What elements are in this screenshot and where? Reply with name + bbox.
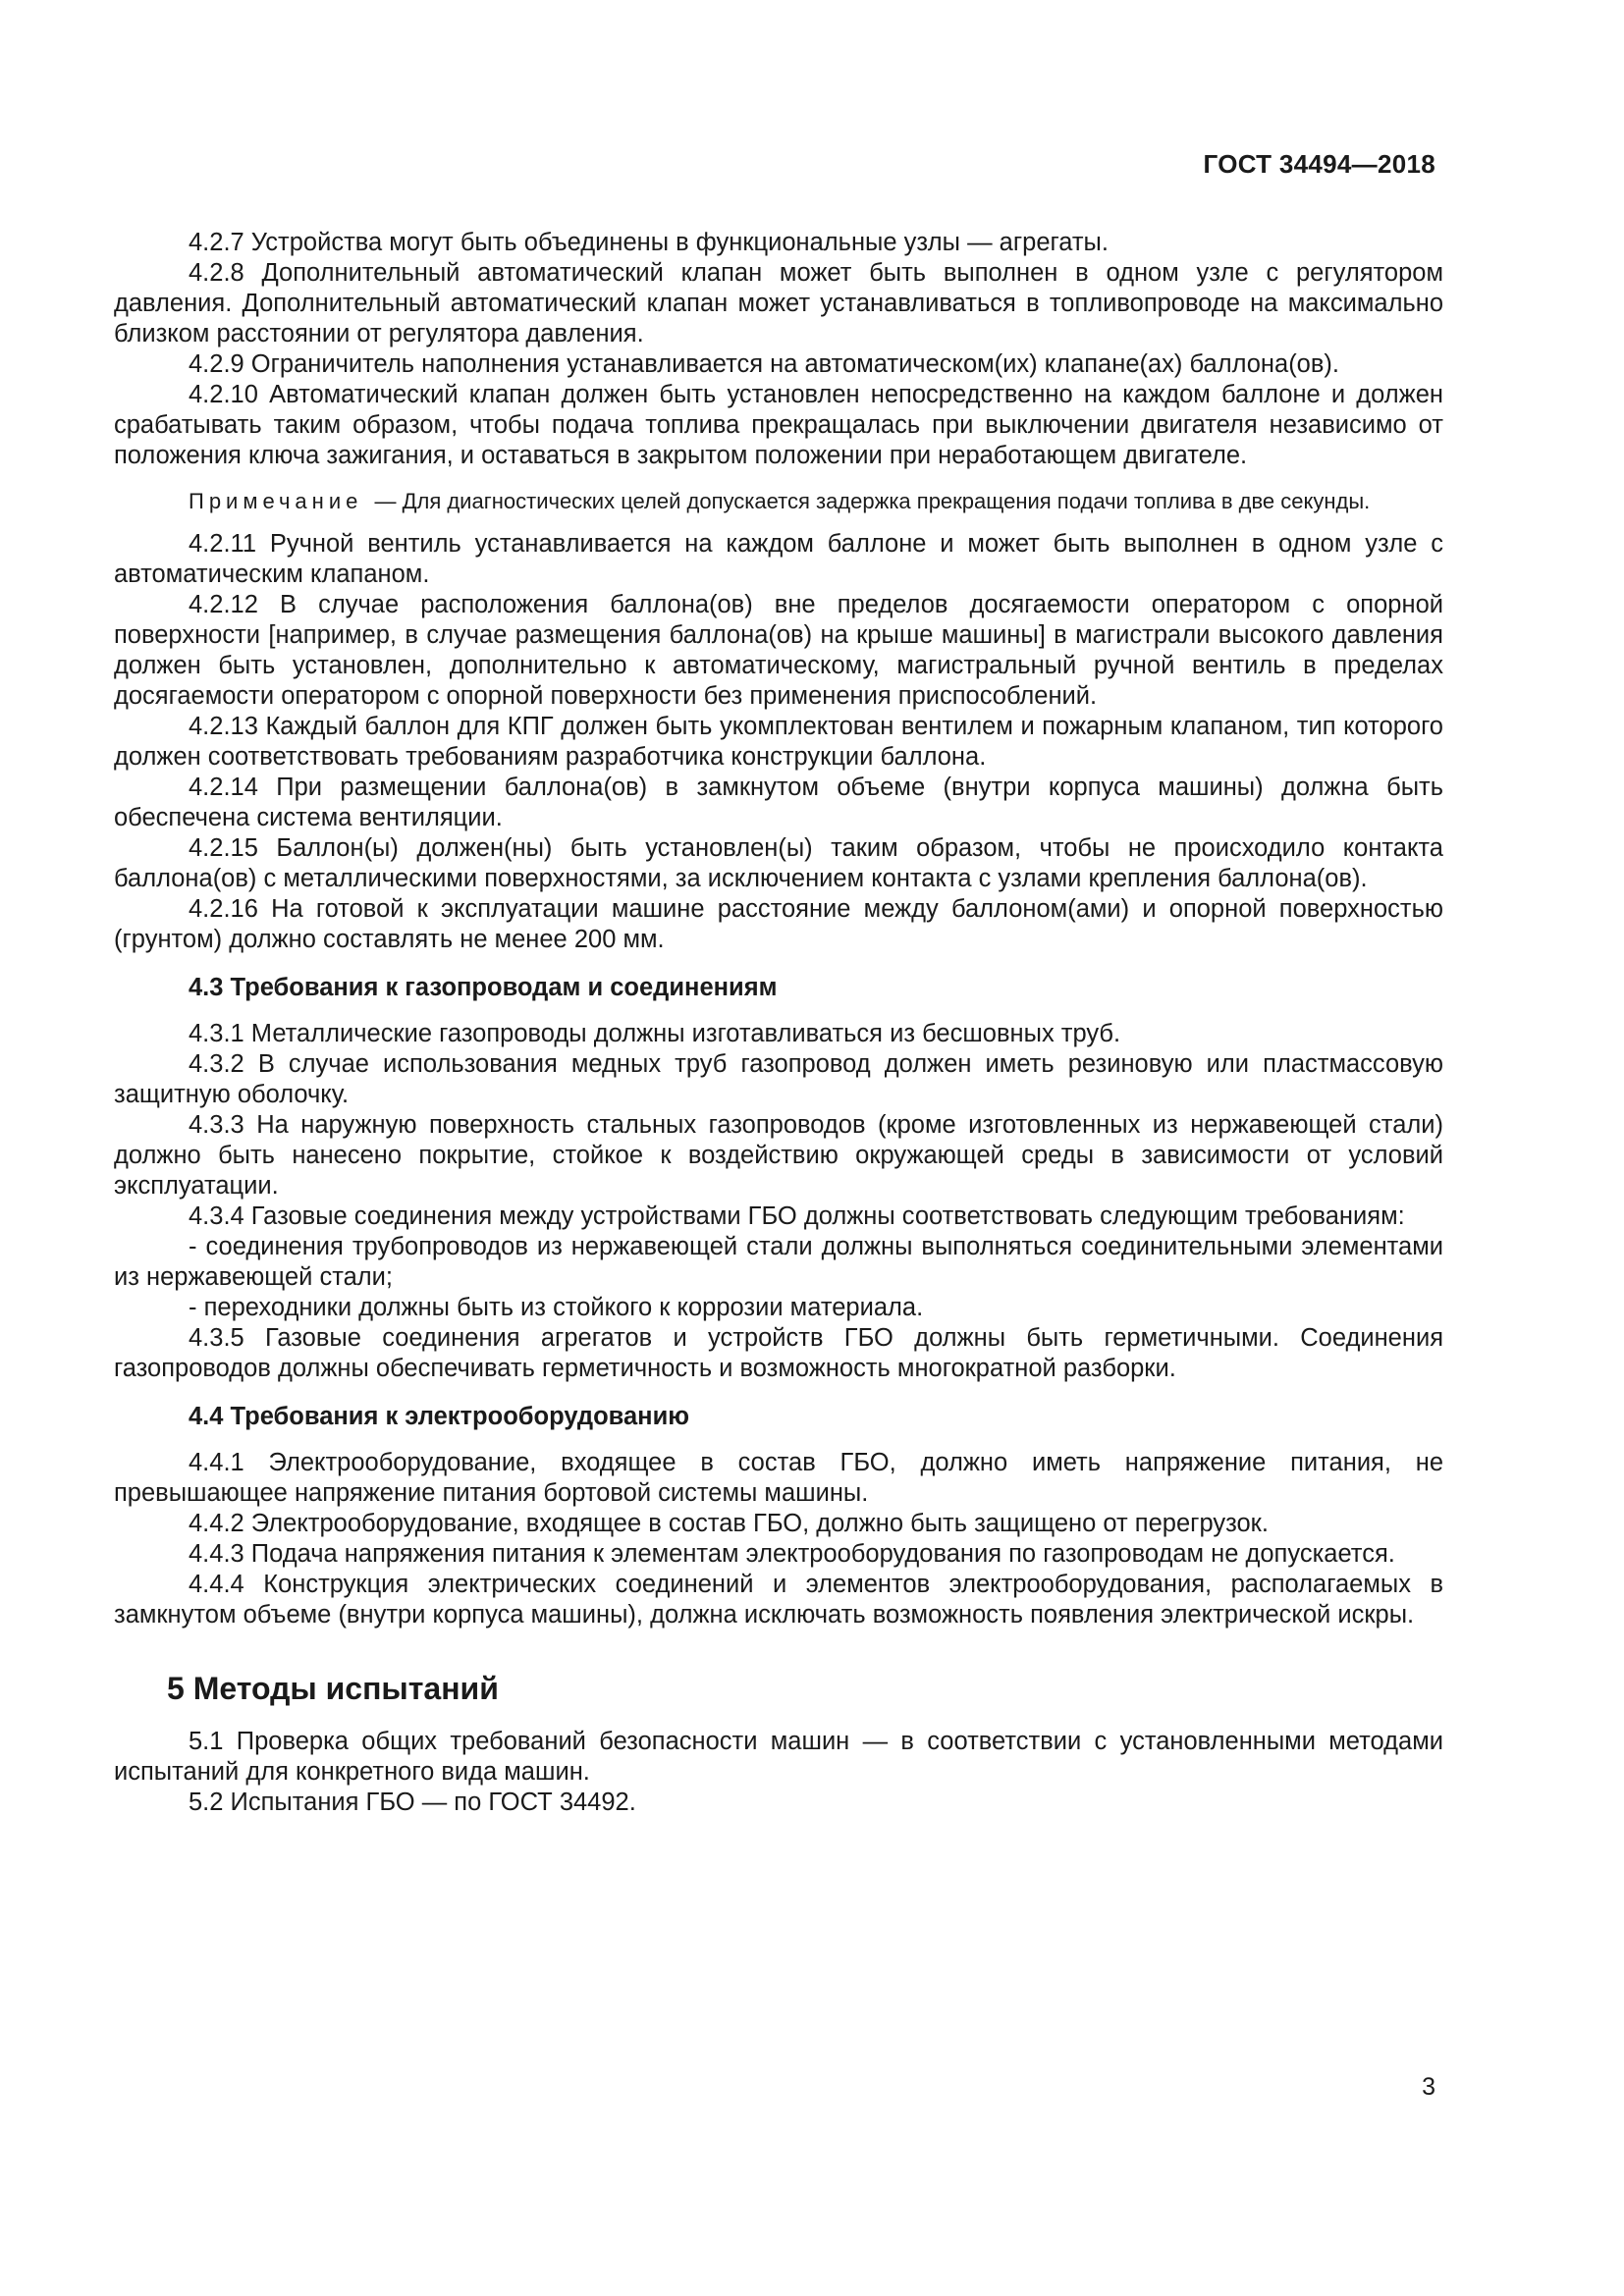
paragraph-5-1: 5.1 Проверка общих требований безопасности машин — в соответствии с установленными методами испытаний для конкретного вида машин. xyxy=(114,1728,1443,1786)
subsection-heading-4-4: 4.4 Требования к электрооборудованию xyxy=(189,1403,690,1430)
paragraph-4-2-8: 4.2.8 Дополнительный автоматический клапан может быть выполнен в одном узле с регулятором давления. Дополнительный автоматический клапан может устанавливаться в топливопроводе на максимально близком расстоянии от регулятора давления. xyxy=(114,259,1443,347)
note xyxy=(114,487,1443,515)
paragraph-4-2-10: 4.2.10 Автоматический клапан должен быть установлен непосредственно на каждом баллоне и должен срабатывать таким образом, чтобы подача топлива прекращалась при выключении двигателя независимо от положения ключа зажигания, и оставаться в закрытом положении при неработающем двигателе. xyxy=(114,381,1443,469)
paragraph-4-3-4: 4.3.4 Газовые соединения между устройствами ГБО должны соответствовать следующим требованиям: xyxy=(189,1202,1405,1230)
paragraph-4-4-4: 4.4.4 Конструкция электрических соединений и элементов электрооборудования, располагаемых в замкнутом объеме (внутри корпуса машины), должна исключать возможность появления электрической искры. xyxy=(114,1571,1443,1629)
list-item: - соединения трубопроводов из нержавеющей стали должны выполняться соединительными элементами из нержавеющей стали; xyxy=(114,1233,1443,1291)
paragraph-4-3-3: 4.3.3 На наружную поверхность стальных газопроводов (кроме изготовленных из нержавеющей стали) должно быть нанесено покрытие, стойкое к воздействию окружающей среды в зависимости от условий эксплуатации. xyxy=(114,1111,1443,1200)
paragraph-4-2-16: 4.2.16 На готовой к эксплуатации машине расстояние между баллоном(ами) и опорной поверхностью (грунтом) должно составлять не менее 200 мм. xyxy=(114,895,1443,953)
paragraph-4-3-1: 4.3.1 Металлические газопроводы должны изготавливаться из бесшовных труб. xyxy=(189,1020,1121,1047)
paragraph-4-3-5: 4.3.5 Газовые соединения агрегатов и устройств ГБО должны быть герметичными. Соединения газопроводов должны обеспечивать герметичность и возможность многократной разборки. xyxy=(114,1324,1443,1382)
paragraph-4-4-1: 4.4.1 Электрооборудование, входящее в состав ГБО, должно иметь напряжение питания, не превышающее напряжение питания бортовой системы машины. xyxy=(114,1449,1443,1507)
paragraph-4-2-9: 4.2.9 Ограничитель наполнения устанавливается на автоматическом(их) клапане(ах) баллона(ов). xyxy=(189,350,1339,378)
document-header: ГОСТ 34494—2018 xyxy=(1203,149,1435,179)
paragraph-4-4-3: 4.4.3 Подача напряжения питания к элементам электрооборудования по газопроводам не допускается. xyxy=(189,1540,1395,1568)
list-item: - переходники должны быть из стойкого к коррозии материала. xyxy=(189,1294,924,1321)
paragraph-5-2: 5.2 Испытания ГБО — по ГОСТ 34492. xyxy=(189,1789,636,1816)
note-text: — Для диагностических целей допускается задержка прекращения подачи топлива в две секунды. xyxy=(374,489,1371,513)
section-heading-5: 5 Методы испытаний xyxy=(167,1671,499,1706)
subsection-heading-4-3: 4.3 Требования к газопроводам и соединениям xyxy=(189,974,778,1001)
paragraph-4-3-2: 4.3.2 В случае использования медных труб газопровод должен иметь резиновую или пластмассовую защитную оболочку. xyxy=(114,1050,1443,1108)
page-number: 3 xyxy=(1422,2073,1435,2101)
paragraph-4-2-14: 4.2.14 При размещении баллона(ов) в замкнутом объеме (внутри корпуса машины) должна быть обеспечена система вентиляции. xyxy=(114,774,1443,831)
paragraph-4-2-7: 4.2.7 Устройства могут быть объединены в функциональные узлы — агрегаты. xyxy=(189,229,1109,256)
paragraph-4-2-12: 4.2.12 В случае расположения баллона(ов) вне пределов досягаемости оператором с опорной поверхности [например, в случае размещения баллона(ов) на крыше машины] в магистрали высокого давления должен быть установлен, дополнительно к автоматическому, магистральный ручной вентиль в пределах досягаемости оператором с опорной поверхности без применения приспособлений. xyxy=(114,591,1443,710)
paragraph-4-2-13: 4.2.13 Каждый баллон для КПГ должен быть укомплектован вентилем и пожарным клапаном, тип которого должен соответствовать требованиям разработчика конструкции баллона. xyxy=(114,713,1443,771)
paragraph-4-2-15: 4.2.15 Баллон(ы) должен(ны) быть установлен(ы) таким образом, чтобы не происходило контакта баллона(ов) с металлическими поверхностями, за исключением контакта с узлами крепления баллона(ов). xyxy=(114,834,1443,892)
paragraph-4-2-11: 4.2.11 Ручной вентиль устанавливается на каждом баллоне и может быть выполнен в одном узле с автоматическим клапаном. xyxy=(114,530,1443,588)
note-label: Примечание xyxy=(189,489,363,513)
paragraph-4-4-2: 4.4.2 Электрооборудование, входящее в состав ГБО, должно быть защищено от перегрузок. xyxy=(189,1510,1269,1537)
document-body xyxy=(114,228,1443,1818)
